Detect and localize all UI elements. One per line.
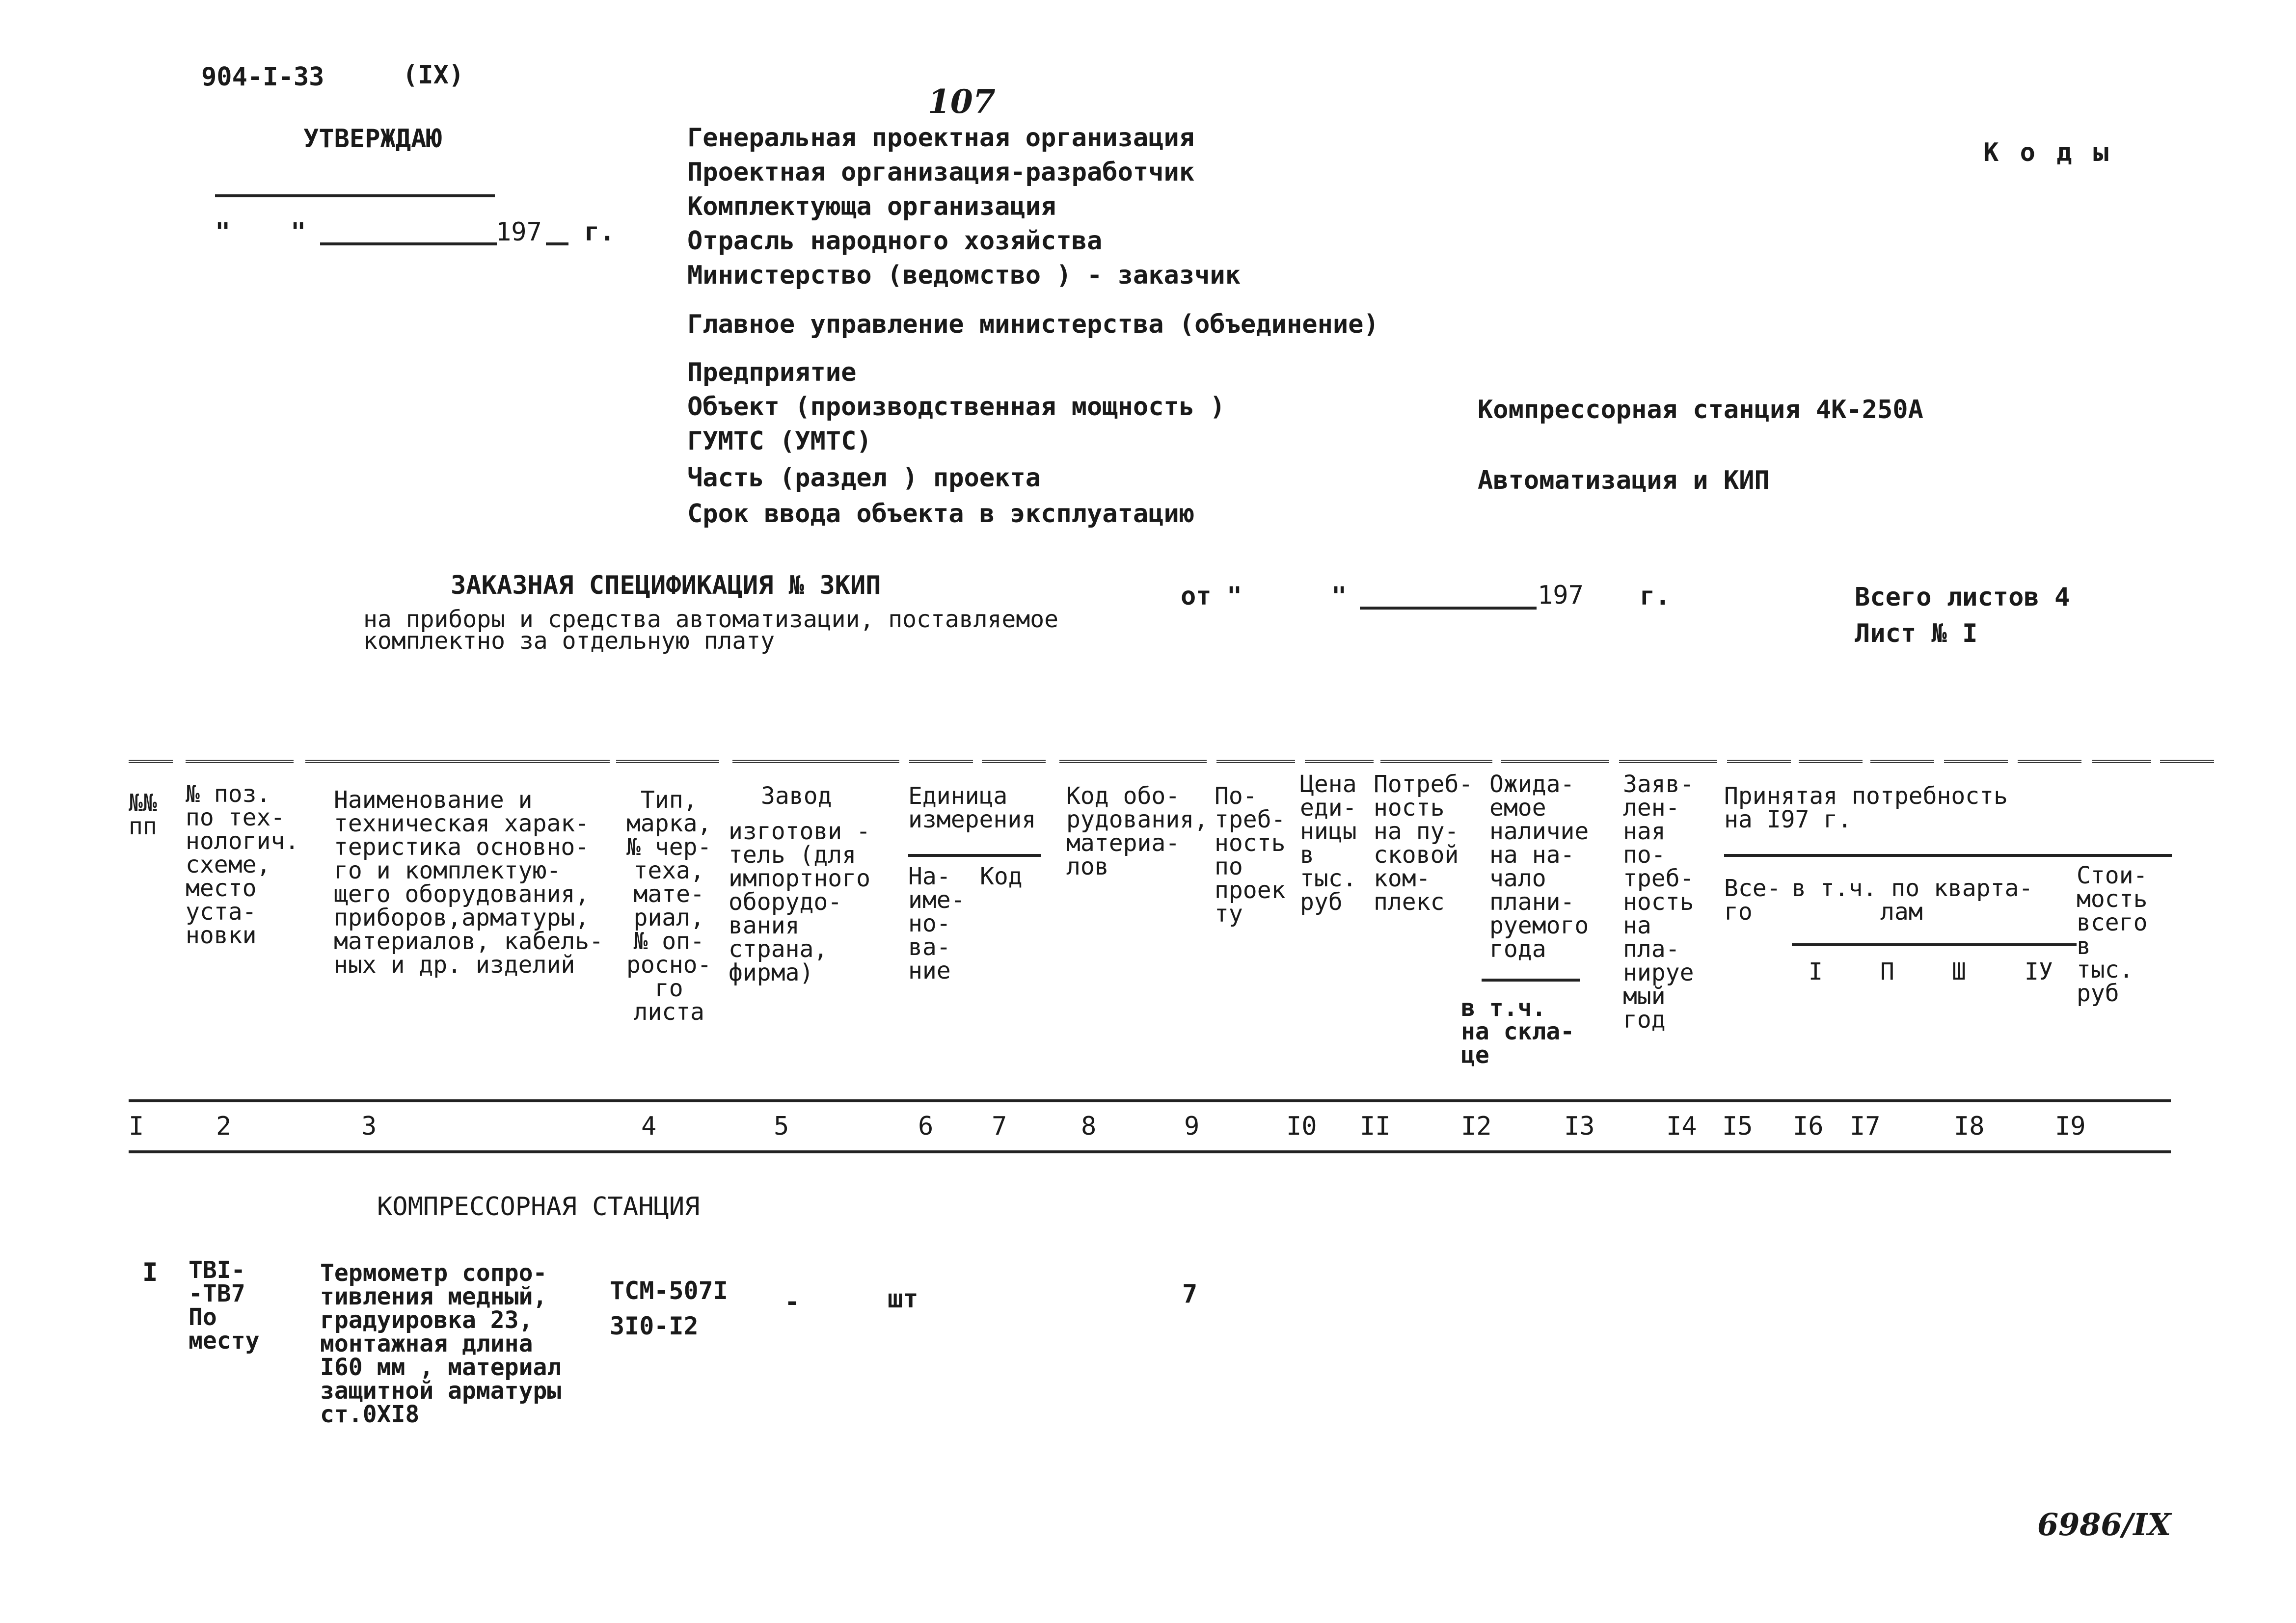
header-col-10: Цена еди- ницы в тыс. руб (1300, 771, 1357, 916)
archive-number: 6986/IX (2037, 1507, 2171, 1543)
page-number: 107 (928, 82, 996, 121)
column-number-1: I (129, 1112, 144, 1141)
header-col-3: Наименование и техническая харак- теристика основно- го и комплектую- щего оборудования, приборов,арматуры, материалов, кабель- ных и др. изделий (334, 786, 604, 979)
header-col-11: Потреб- ность на пу- сковой ком- плекс (1374, 771, 1473, 916)
approve-date-year-suffix: г. (584, 217, 615, 247)
requisite-project-part: Часть (раздел ) проекта (687, 463, 1041, 493)
header-quarter-group-2: лам (1880, 898, 1923, 926)
spec-subtitle-2: комплектно за отдельную плату (363, 627, 775, 655)
spec-title: ЗАКАЗНАЯ СПЕЦИФИКАЦИЯ № ЗКИП (451, 571, 881, 600)
table-top-rule (1059, 760, 1207, 763)
header-quarter-group-1: в т.ч. по квартa- (1792, 875, 2033, 902)
table-top-rule (186, 760, 294, 763)
table-top-rule (1944, 760, 2008, 763)
spec-date-year: 197 (1538, 581, 1584, 610)
spec-date-prefix: от " (1181, 582, 1243, 611)
header-quarter-1: I (1809, 958, 1823, 985)
approve-date-year: 197 (496, 217, 542, 247)
requisite-ministry: Министерство (ведомство ) - заказчик (687, 261, 1241, 290)
table-top-rule (1216, 760, 1295, 763)
header-quarter-3: Ш (1952, 958, 1966, 985)
requisite-commissioning: Срок ввода объекта в эксплуатацию (687, 499, 1195, 529)
requisite-gumts: ГУМТС (УМТС) (687, 426, 872, 456)
header-unit-divider (908, 854, 1041, 857)
header-accepted-group: Принятая потребность на I97 г. (1724, 782, 2008, 833)
row-1-name: Термометр сопро- тивления медный, градуировка 23, монтажная длина I60 мм , материал защитной арматуры ст.0XI8 (320, 1259, 562, 1428)
header-col-14: Заяв- лен- ная по- треб- ность на пла- нируе мый год (1623, 771, 1694, 1034)
approve-date-quote-open: " (215, 217, 231, 247)
section-title: КОМПРЕССОРНАЯ СТАНЦИЯ (377, 1192, 700, 1222)
requisite-object: Объект (производственная мощность ) (687, 392, 1225, 422)
table-top-rule (1619, 760, 1717, 763)
column-number-17: I7 (1850, 1112, 1881, 1141)
column-number-13: I3 (1564, 1112, 1595, 1141)
table-top-rule (1799, 760, 1863, 763)
table-top-rule (305, 760, 610, 763)
table-top-rule (732, 760, 899, 763)
approve-signature-line (215, 194, 495, 197)
header-col-5: изготови - тель (для импортного оборудо- вания страна, фирма) (729, 818, 870, 986)
row-1-unit: шт (888, 1284, 918, 1314)
header-col-4: Тип, марка, № чер- теха, мате- риал, № оп- росно- го листа (626, 786, 712, 1026)
header-accepted-divider (1724, 854, 2172, 857)
approve-label: УТВЕРЖДАЮ (303, 124, 442, 154)
header-col-12-divider (1482, 979, 1580, 982)
requisite-main-department: Главное управление министерства (объединение) (687, 310, 1379, 339)
table-top-rule (129, 760, 173, 763)
column-number-2: 2 (216, 1112, 232, 1141)
requisite-enterprise: Предприятие (687, 358, 857, 387)
column-number-6: 6 (918, 1112, 934, 1141)
column-number-18: I8 (1954, 1112, 1985, 1141)
document-series: 904-I-33 (201, 62, 324, 92)
header-col-8: Код обо- рудования, материа- лов (1066, 782, 1208, 880)
issue-number: (IX) (403, 60, 464, 90)
table-top-rule (1501, 760, 1609, 763)
section-value: Автоматизация и КИП (1478, 466, 1770, 495)
header-col-1: №№ пп (129, 789, 157, 840)
spec-date-quote: " (1331, 582, 1347, 611)
table-top-rule (2018, 760, 2081, 763)
table-top-rule (909, 760, 973, 763)
requisite-complete-org: Комплектующа организация (687, 192, 1056, 221)
header-col-5-title: Завод (761, 782, 832, 810)
table-top-rule (2092, 760, 2151, 763)
header-col-19: Стои- мость всего в тыс. руб (2077, 862, 2148, 1007)
row-1-quantity: 7 (1182, 1279, 1198, 1309)
table-top-rule (1727, 760, 1791, 763)
table-top-rule (1305, 760, 1374, 763)
sheet-number: Лист № I (1855, 619, 1978, 648)
header-col-12: Ожида- емое наличие на на- чало плани- руемого года (1489, 771, 1589, 963)
column-number-19: I9 (2055, 1112, 2086, 1141)
spec-date-line (1360, 607, 1537, 610)
column-number-16: I6 (1793, 1112, 1824, 1141)
column-number-12: I2 (1461, 1112, 1492, 1141)
column-number-3: 3 (361, 1112, 377, 1141)
column-number-8: 8 (1081, 1112, 1097, 1141)
table-top-rule (2160, 760, 2214, 763)
row-1-type: ТСМ-507I 3I0-I2 (610, 1277, 728, 1340)
requisite-general-org: Генеральная проектная организация (687, 123, 1195, 153)
header-quarter-divider (1792, 943, 2077, 946)
header-col-15: Все- го (1724, 875, 1781, 926)
row-1-position: ТВI- -ТВ7 По месту (189, 1256, 260, 1355)
header-quarter-4: IУ (2025, 958, 2053, 985)
spec-subtitle-1: на приборы и средства автоматизации, поставляемое (363, 606, 1059, 633)
header-unit-group: Единица измерения (908, 782, 1036, 833)
column-number-5: 5 (774, 1112, 789, 1141)
header-quarter-2: П (1880, 958, 1894, 985)
header-col-13: в т.ч. на скла- це (1461, 994, 1575, 1069)
table-top-rule (982, 760, 1046, 763)
table-top-rule (1870, 760, 1934, 763)
approve-date-year-line (546, 242, 568, 245)
object-value: Компрессорная станция 4К-250А (1478, 395, 1923, 425)
column-number-14: I4 (1666, 1112, 1697, 1141)
requisite-developer-org: Проектная организация-разработчик (687, 158, 1195, 187)
row-1-number: I (142, 1258, 158, 1287)
header-col-9: По- треб- ность по проек ту (1215, 782, 1286, 928)
table-top-rule (1380, 760, 1492, 763)
approve-date-line (320, 242, 497, 245)
header-col-6: На- име- но- ва- ние (908, 863, 965, 984)
column-numbers-bottom-rule (129, 1150, 2171, 1153)
approve-date-quote-close: " (291, 217, 306, 247)
column-number-15: I5 (1722, 1112, 1753, 1141)
column-number-11: II (1360, 1112, 1391, 1141)
table-top-rule (616, 760, 719, 763)
requisite-industry: Отрасль народного хозяйства (687, 226, 1103, 256)
header-col-2: № поз. по тех- нологич. схеме, место уста- новки (186, 780, 299, 949)
row-1-maker: - (784, 1287, 800, 1317)
column-number-10: I0 (1286, 1112, 1317, 1141)
codes-label: К о д ы (1983, 138, 2112, 167)
column-number-9: 9 (1184, 1112, 1200, 1141)
column-number-7: 7 (992, 1112, 1007, 1141)
spec-date-suffix: г. (1640, 582, 1671, 611)
column-number-4: 4 (641, 1112, 657, 1141)
total-sheets: Всего листов 4 (1855, 583, 2070, 612)
column-numbers-top-rule (129, 1099, 2171, 1102)
header-col-7: Код (980, 863, 1023, 890)
